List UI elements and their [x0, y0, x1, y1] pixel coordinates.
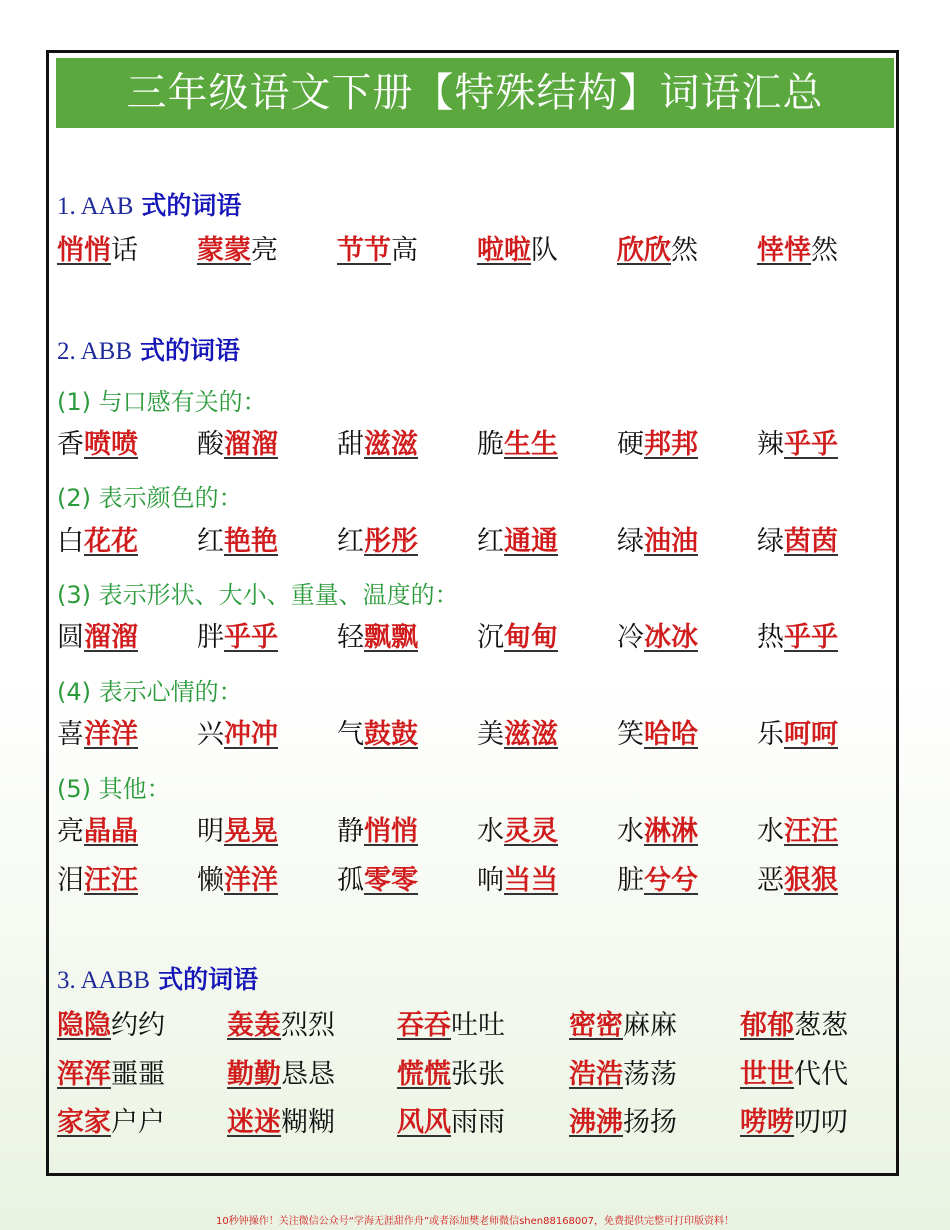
- word-repeated-part: 冰冰: [644, 622, 698, 653]
- word-base-part: 泪: [57, 865, 84, 896]
- word-repeated-part: 隐隐: [57, 1010, 111, 1041]
- word-base-part: 喜: [57, 719, 84, 750]
- word-item: [757, 717, 838, 753]
- word-item: [740, 1105, 848, 1141]
- word-repeated-part: 飘飘: [364, 622, 418, 653]
- word-repeated-part: 兮兮: [644, 865, 698, 896]
- word-base-part: 葱葱: [794, 1010, 848, 1041]
- word-item: [757, 524, 838, 560]
- word-base-part: 乐: [757, 719, 784, 750]
- word-repeated-part: 悄悄: [364, 816, 418, 847]
- word-base-part: 冷: [617, 622, 644, 653]
- word-item: [397, 1057, 505, 1093]
- word-repeated-part: 花花: [84, 526, 138, 557]
- word-repeated-part: 灵灵: [504, 816, 558, 847]
- word-item: [757, 814, 838, 850]
- subcategory-heading: (1) 与口感有关的：: [57, 388, 267, 416]
- word-repeated-part: 溜溜: [84, 622, 138, 653]
- word-item: [197, 524, 278, 560]
- word-repeated-part: 油油: [644, 526, 698, 557]
- word-item: [57, 717, 138, 753]
- word-item: [569, 1057, 677, 1093]
- word-repeated-part: 溜溜: [224, 429, 278, 460]
- word-item: [617, 233, 698, 269]
- word-base-part: 扬扬: [623, 1107, 677, 1138]
- word-item: [757, 620, 838, 656]
- word-base-part: 亮: [57, 816, 84, 847]
- section-number: 3.: [57, 967, 81, 994]
- section-number: 1.: [57, 193, 81, 220]
- word-row: [0, 717, 950, 757]
- word-repeated-part: 邦邦: [644, 429, 698, 460]
- word-repeated-part: 悻悻: [757, 235, 811, 266]
- word-repeated-part: 通通: [504, 526, 558, 557]
- word-base-part: 水: [477, 816, 504, 847]
- word-item: [337, 717, 418, 753]
- subcategory-heading: (5) 其他：: [57, 775, 171, 803]
- word-repeated-part: 滋滋: [504, 719, 558, 750]
- word-base-part: 水: [617, 816, 644, 847]
- footer-note: 10秒钟操作！关注微信公众号“学海无涯甜作舟”或者添加樊老师微信shen88168007，免费提供完整可打印版资料！: [215, 1216, 735, 1227]
- title-banner: [56, 58, 894, 128]
- word-item: [477, 717, 558, 753]
- word-repeated-part: 滋滋: [364, 429, 418, 460]
- word-base-part: 白: [57, 526, 84, 557]
- word-repeated-part: 沸沸: [569, 1107, 623, 1138]
- word-base-part: 红: [337, 526, 364, 557]
- word-base-part: 沉: [477, 622, 504, 653]
- word-repeated-part: 欣欣: [617, 235, 671, 266]
- word-repeated-part: 浩浩: [569, 1059, 623, 1090]
- word-item: [617, 814, 698, 850]
- word-repeated-part: 唠唠: [740, 1107, 794, 1138]
- word-base-part: 恳恳: [281, 1059, 335, 1090]
- word-base-part: 噩噩: [111, 1059, 165, 1090]
- word-repeated-part: 吞吞: [397, 1010, 451, 1041]
- word-item: [57, 1105, 165, 1141]
- subcategory-heading: (4) 表示心情的：: [57, 678, 243, 706]
- section-title: [57, 331, 240, 367]
- word-item: [227, 1057, 335, 1093]
- word-base-part: 酸: [197, 429, 224, 460]
- word-item: [397, 1008, 505, 1044]
- subcategory-heading: (3) 表示形状、大小、重量、温度的：: [57, 581, 459, 609]
- word-item: [57, 863, 138, 899]
- word-base-part: 气: [337, 719, 364, 750]
- word-item: [477, 233, 558, 269]
- subcategory-heading: (2) 表示颜色的：: [57, 484, 243, 512]
- word-base-part: 圆: [57, 622, 84, 653]
- section-label: 式的词语: [141, 191, 242, 220]
- word-base-part: 辣: [757, 429, 784, 460]
- word-item: [617, 427, 698, 463]
- word-item: [569, 1008, 677, 1044]
- section-pattern: AABB: [80, 967, 151, 994]
- word-repeated-part: 勤勤: [227, 1059, 281, 1090]
- word-item: [197, 427, 278, 463]
- word-repeated-part: 哈哈: [644, 719, 698, 750]
- word-row: [0, 427, 950, 467]
- word-item: [57, 1057, 165, 1093]
- word-base-part: 静: [337, 816, 364, 847]
- word-base-part: 明: [197, 816, 224, 847]
- word-repeated-part: 蒙蒙: [197, 235, 251, 266]
- word-item: [337, 233, 418, 269]
- word-base-part: 懒: [197, 865, 224, 896]
- word-item: [740, 1008, 848, 1044]
- word-item: [477, 863, 558, 899]
- section-title: [57, 960, 258, 996]
- word-row: [0, 1008, 950, 1048]
- word-item: [337, 814, 418, 850]
- word-repeated-part: 茵茵: [784, 526, 838, 557]
- word-item: [337, 427, 418, 463]
- word-base-part: 绿: [757, 526, 784, 557]
- word-item: [197, 814, 278, 850]
- word-base-part: 荡荡: [623, 1059, 677, 1090]
- word-repeated-part: 晶晶: [84, 816, 138, 847]
- word-base-part: 轻: [337, 622, 364, 653]
- word-item: [197, 863, 278, 899]
- word-base-part: 绿: [617, 526, 644, 557]
- word-item: [57, 233, 138, 269]
- word-row: [0, 863, 950, 903]
- word-item: [57, 524, 138, 560]
- word-base-part: 脆: [477, 429, 504, 460]
- word-base-part: 孤: [337, 865, 364, 896]
- word-base-part: 糊糊: [281, 1107, 335, 1138]
- word-repeated-part: 艳艳: [224, 526, 278, 557]
- word-item: [57, 427, 138, 463]
- word-base-part: 然: [671, 235, 698, 266]
- word-item: [757, 233, 838, 269]
- word-base-part: 热: [757, 622, 784, 653]
- word-repeated-part: 冲冲: [224, 719, 278, 750]
- word-item: [57, 814, 138, 850]
- word-base-part: 红: [477, 526, 504, 557]
- word-base-part: 兴: [197, 719, 224, 750]
- word-base-part: 吐吐: [451, 1010, 505, 1041]
- word-item: [617, 863, 698, 899]
- section-pattern: AAB: [80, 193, 134, 220]
- section-number: 2.: [57, 338, 81, 365]
- word-base-part: 然: [811, 235, 838, 266]
- word-repeated-part: 郁郁: [740, 1010, 794, 1041]
- word-repeated-part: 零零: [364, 865, 418, 896]
- word-item: [477, 427, 558, 463]
- section-title: [57, 186, 241, 222]
- word-repeated-part: 世世: [740, 1059, 794, 1090]
- word-repeated-part: 轰轰: [227, 1010, 281, 1041]
- word-base-part: 话: [111, 235, 138, 266]
- word-base-part: 约约: [111, 1010, 165, 1041]
- word-item: [337, 620, 418, 656]
- word-base-part: 硬: [617, 429, 644, 460]
- word-item: [477, 814, 558, 850]
- word-base-part: 麻麻: [623, 1010, 677, 1041]
- word-repeated-part: 迷迷: [227, 1107, 281, 1138]
- word-item: [477, 620, 558, 656]
- word-item: [757, 863, 838, 899]
- word-repeated-part: 浑浑: [57, 1059, 111, 1090]
- word-base-part: 队: [531, 235, 558, 266]
- page-title: 三年级语文下册【特殊结构】词语汇总: [126, 70, 824, 116]
- word-repeated-part: 狠狠: [784, 865, 838, 896]
- word-repeated-part: 密密: [569, 1010, 623, 1041]
- word-base-part: 恶: [757, 865, 784, 896]
- word-repeated-part: 乎乎: [224, 622, 278, 653]
- word-repeated-part: 甸甸: [504, 622, 558, 653]
- word-base-part: 美: [477, 719, 504, 750]
- word-row: [0, 233, 950, 273]
- section-label: 式的词语: [140, 336, 241, 365]
- word-item: [197, 717, 278, 753]
- word-base-part: 香: [57, 429, 84, 460]
- word-row: [0, 620, 950, 660]
- word-item: [57, 1008, 165, 1044]
- word-repeated-part: 节节: [337, 235, 391, 266]
- word-repeated-part: 悄悄: [57, 235, 111, 266]
- word-base-part: 脏: [617, 865, 644, 896]
- word-item: [227, 1008, 335, 1044]
- word-repeated-part: 生生: [504, 429, 558, 460]
- word-row: [0, 1105, 950, 1145]
- word-item: [740, 1057, 848, 1093]
- word-base-part: 高: [391, 235, 418, 266]
- word-repeated-part: 晃晃: [224, 816, 278, 847]
- word-item: [337, 863, 418, 899]
- word-base-part: 红: [197, 526, 224, 557]
- word-base-part: 代代: [794, 1059, 848, 1090]
- word-item: [197, 233, 278, 269]
- word-base-part: 笑: [617, 719, 644, 750]
- word-base-part: 张张: [451, 1059, 505, 1090]
- word-base-part: 叨叨: [794, 1107, 848, 1138]
- word-repeated-part: 家家: [57, 1107, 111, 1138]
- section-label: 式的词语: [158, 965, 259, 994]
- word-base-part: 烈烈: [281, 1010, 335, 1041]
- word-repeated-part: 喷喷: [84, 429, 138, 460]
- word-repeated-part: 当当: [504, 865, 558, 896]
- word-base-part: 甜: [337, 429, 364, 460]
- word-item: [397, 1105, 505, 1141]
- word-repeated-part: 呵呵: [784, 719, 838, 750]
- word-repeated-part: 风风: [397, 1107, 451, 1138]
- word-base-part: 户户: [111, 1107, 165, 1138]
- word-item: [569, 1105, 677, 1141]
- word-repeated-part: 彤彤: [364, 526, 418, 557]
- word-base-part: 响: [477, 865, 504, 896]
- word-row: [0, 814, 950, 854]
- section-pattern: ABB: [80, 338, 133, 365]
- word-repeated-part: 啦啦: [477, 235, 531, 266]
- word-item: [57, 620, 138, 656]
- word-repeated-part: 洋洋: [224, 865, 278, 896]
- word-item: [617, 620, 698, 656]
- word-base-part: 雨雨: [451, 1107, 505, 1138]
- word-repeated-part: 鼓鼓: [364, 719, 418, 750]
- word-item: [617, 717, 698, 753]
- word-repeated-part: 汪汪: [784, 816, 838, 847]
- word-item: [757, 427, 838, 463]
- word-item: [617, 524, 698, 560]
- word-repeated-part: 乎乎: [784, 622, 838, 653]
- word-item: [197, 620, 278, 656]
- word-row: [0, 524, 950, 564]
- word-repeated-part: 淋淋: [644, 816, 698, 847]
- word-item: [337, 524, 418, 560]
- word-base-part: 亮: [251, 235, 278, 266]
- word-repeated-part: 汪汪: [84, 865, 138, 896]
- word-item: [227, 1105, 335, 1141]
- word-base-part: 胖: [197, 622, 224, 653]
- word-row: [0, 1057, 950, 1097]
- word-repeated-part: 乎乎: [784, 429, 838, 460]
- word-base-part: 水: [757, 816, 784, 847]
- word-repeated-part: 慌慌: [397, 1059, 451, 1090]
- word-repeated-part: 洋洋: [84, 719, 138, 750]
- word-item: [477, 524, 558, 560]
